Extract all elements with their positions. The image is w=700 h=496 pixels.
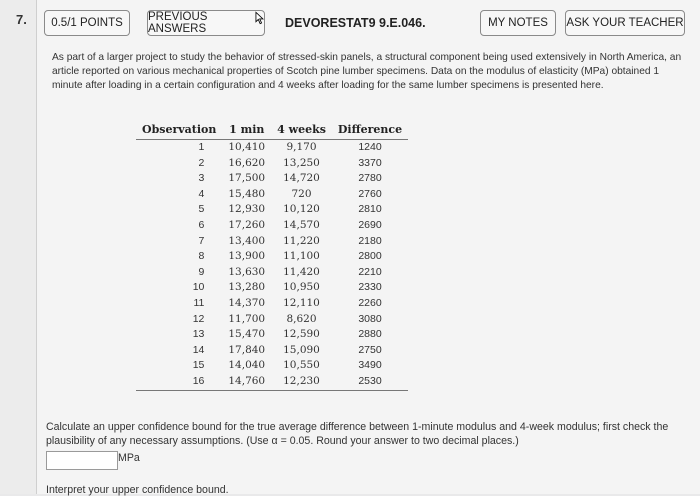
cell-one-min: 13,900 [228,250,266,263]
cell-one-min: 14,040 [228,359,266,372]
cell-four-weeks: 8,620 [286,312,317,325]
table-row [136,187,408,203]
cell-observation: 12 [192,312,205,325]
table-row [136,218,408,234]
points-badge: 0.5/1 POINTS [44,10,130,36]
cell-four-weeks: 12,230 [271,374,332,390]
table-row [136,249,408,265]
cell-one-min: 13,280 [228,281,266,294]
table-row [136,358,408,374]
cell-one-min: 16,620 [228,156,266,169]
table-row [136,156,408,172]
cell-difference: 2880 [358,328,382,341]
table-row [136,202,408,218]
table-row [136,234,408,250]
table-row [136,327,408,343]
cell-difference: 2780 [358,172,382,185]
cell-four-weeks: 11,220 [283,234,320,247]
cell-four-weeks: 720 [291,187,312,200]
cell-difference: 2180 [358,234,382,247]
cell-difference: 3080 [358,312,382,325]
cell-observation: 5 [198,203,205,216]
cell-difference: 2800 [358,250,382,263]
header-one-min: 1 min [222,122,271,140]
cell-difference: 2750 [358,343,382,356]
cell-one-min: 17,260 [228,218,266,231]
cell-observation: 7 [198,234,205,247]
cell-one-min: 15,480 [228,187,266,200]
table-row [136,265,408,281]
cell-difference: 2810 [358,203,382,216]
table-row [136,374,408,390]
question-id: DEVORESTAT9 9.E.046. [285,16,426,30]
cell-four-weeks: 12,110 [283,296,320,309]
cell-four-weeks: 13,250 [283,156,320,169]
table-row [136,312,408,328]
cell-one-min: 17,500 [228,172,266,185]
answer-input[interactable] [46,451,118,470]
cell-four-weeks: 11,100 [283,250,320,263]
cell-difference: 2530 [332,374,408,390]
cell-four-weeks: 14,720 [283,172,320,185]
answer-unit: MPa [118,452,140,464]
cell-difference: 3490 [358,359,382,372]
table-row [136,280,408,296]
previous-answers-label: PREVIOUS ANSWERS [148,11,208,35]
cell-observation: 8 [198,250,205,263]
cell-four-weeks: 10,550 [283,359,320,372]
cell-observation: 15 [192,359,205,372]
intro-text: As part of a larger project to study the behavior of stressed-skin panels, a structural component being used extensively in North America, an article reported on various mechanical properties of Scotch pine lumber specimens. Data on the modulus of elasticity (MPa) obtained 1 minute after loading in a certain configuration and 4 weeks after loading for the same lumber specimens is presented here. [52,52,682,91]
header-four-weeks: 4 weeks [271,122,332,140]
cell-observation: 6 [198,218,205,231]
cell-observation: 4 [198,187,205,200]
cell-difference: 2210 [358,265,382,278]
header-observation: Observation [136,122,222,140]
data-table [136,122,408,391]
cell-one-min: 11,700 [228,312,266,325]
cell-difference: 2260 [358,296,382,309]
cell-difference: 3370 [358,156,382,169]
table-row [136,171,408,187]
cell-four-weeks: 9,170 [286,141,317,153]
cell-observation: 10 [192,281,205,294]
cell-difference: 2330 [358,281,382,294]
table-row [136,343,408,359]
mouse-pointer-icon [255,11,264,25]
cell-difference: 2760 [358,187,382,200]
my-notes-button[interactable]: MY NOTES [480,10,556,36]
cell-difference: 2690 [358,218,382,231]
interpret-prompt: Interpret your upper confidence bound. [46,484,229,496]
cell-four-weeks: 15,090 [283,343,320,356]
cell-one-min: 17,840 [228,343,266,356]
cell-one-min: 13,630 [228,265,266,278]
cell-four-weeks: 10,120 [283,203,320,216]
cell-one-min: 15,470 [228,328,266,341]
cell-one-min: 13,400 [228,234,266,247]
cell-four-weeks: 14,570 [283,218,320,231]
cell-observation: 2 [198,156,205,169]
question-number: 7. [16,12,27,27]
ask-teacher-button[interactable]: ASK YOUR TEACHER [565,10,685,36]
cell-observation: 13 [192,328,205,341]
previous-answers-button[interactable] [147,10,265,36]
cell-observation: 3 [198,172,205,185]
cell-observation: 1 [198,141,205,153]
cell-one-min: 14,760 [222,374,271,390]
cell-difference: 1240 [358,141,382,153]
cell-one-min: 12,930 [228,203,266,216]
cell-four-weeks: 10,950 [283,281,320,294]
cell-observation: 16 [136,374,222,390]
cell-observation: 11 [193,296,205,309]
cell-one-min: 10,410 [228,141,266,153]
header-difference: Difference [332,122,408,140]
table-row [136,296,408,312]
table-header-row [136,122,408,140]
cell-one-min: 14,370 [228,296,266,309]
table-row [136,140,408,156]
cell-four-weeks: 12,590 [283,328,320,341]
cell-observation: 14 [192,343,205,356]
cell-observation: 9 [198,265,205,278]
cell-four-weeks: 11,420 [283,265,320,278]
question-prompt: Calculate an upper confidence bound for the true average difference between 1-minute modulus and 4-week modulus; first check the plausibility of any necessary assumptions. (Use α = 0.05. Round your answer to two decimal places.) [46,421,669,447]
